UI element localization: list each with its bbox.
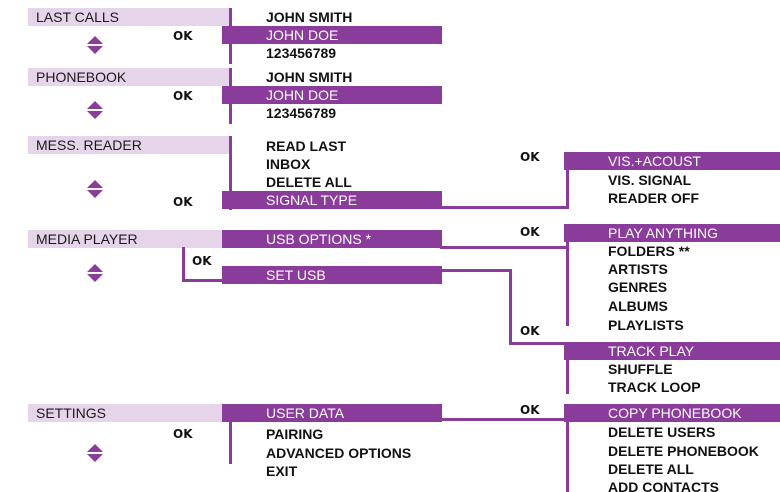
menu-item-track-play[interactable]: TRACK PLAY	[564, 342, 780, 360]
menu-item-john-smith[interactable]: JOHN SMITH	[266, 9, 353, 25]
menu-item-track-loop[interactable]: TRACK LOOP	[608, 379, 701, 395]
up-down-arrows-icon	[87, 101, 103, 121]
menu-item-number[interactable]: 123456789	[266, 45, 337, 61]
ok-label: OK	[520, 324, 540, 338]
connector-line	[509, 342, 569, 345]
section-phonebook[interactable]: PHONEBOOK	[28, 68, 232, 86]
menu-item-signal-type[interactable]: SIGNAL TYPE	[222, 191, 442, 209]
up-down-arrows-icon	[87, 444, 103, 464]
up-down-arrows-icon	[87, 36, 103, 56]
menu-item-john-doe[interactable]: JOHN DOE	[222, 86, 442, 104]
menu-item-add-contacts[interactable]: ADD CONTACTS	[608, 479, 719, 492]
menu-item-delete-phonebook[interactable]: DELETE PHONEBOOK	[608, 443, 759, 459]
ok-label: OK	[173, 427, 193, 441]
connector-line	[509, 269, 512, 345]
menu-item-delete-users[interactable]: DELETE USERS	[608, 424, 716, 440]
menu-item-set-usb[interactable]: SET USB	[222, 266, 442, 284]
menu-item-play-anything[interactable]: PLAY ANYTHING	[564, 224, 780, 242]
menu-item-read-last[interactable]: READ LAST	[266, 138, 347, 154]
menu-item-albums[interactable]: ALBUMS	[608, 298, 668, 314]
menu-item-folders[interactable]: FOLDERS **	[608, 243, 690, 259]
menu-item-advanced-options[interactable]: ADVANCED OPTIONS	[266, 445, 412, 461]
section-media-player[interactable]: MEDIA PLAYER	[28, 230, 232, 248]
menu-item-artists[interactable]: ARTISTS	[608, 261, 668, 277]
connector-line	[440, 269, 512, 272]
menu-item-playlists[interactable]: PLAYLISTS	[608, 317, 684, 333]
ok-label: OK	[520, 150, 540, 164]
menu-item-genres[interactable]: GENRES	[608, 279, 668, 295]
menu-item-copy-phonebook[interactable]: COPY PHONEBOOK	[564, 404, 780, 422]
connector-line	[182, 247, 185, 282]
ok-label: OK	[192, 254, 212, 268]
up-down-arrows-icon	[87, 180, 103, 200]
menu-item-vis-signal[interactable]: VIS. SIGNAL	[608, 172, 692, 188]
ok-label: OK	[520, 225, 540, 239]
menu-item-reader-off[interactable]: READER OFF	[608, 190, 699, 206]
ok-label: OK	[173, 29, 193, 43]
menu-item-john-smith[interactable]: JOHN SMITH	[266, 69, 353, 85]
section-settings[interactable]: SETTINGS	[28, 404, 232, 422]
menu-item-inbox[interactable]: INBOX	[266, 156, 311, 172]
connector-line	[440, 246, 568, 249]
menu-item-pairing[interactable]: PAIRING	[266, 426, 324, 442]
menu-item-exit[interactable]: EXIT	[266, 463, 298, 479]
menu-item-vis-acoust[interactable]: VIS.+ACOUST	[564, 152, 780, 170]
menu-item-number[interactable]: 123456789	[266, 105, 337, 121]
ok-label: OK	[520, 403, 540, 417]
ok-label: OK	[173, 89, 193, 103]
menu-item-delete-all[interactable]: DELETE ALL	[266, 174, 352, 190]
up-down-arrows-icon	[87, 264, 103, 284]
menu-item-shuffle[interactable]: SHUFFLE	[608, 361, 673, 377]
menu-item-user-data[interactable]: USER DATA	[222, 404, 442, 422]
menu-item-delete-all[interactable]: DELETE ALL	[608, 461, 694, 477]
menu-item-usb-options[interactable]: USB OPTIONS *	[222, 230, 442, 248]
ok-label: OK	[173, 195, 193, 209]
section-last-calls[interactable]: LAST CALLS	[28, 8, 232, 26]
connector-line	[440, 418, 568, 421]
connector-line	[440, 206, 568, 209]
menu-item-john-doe[interactable]: JOHN DOE	[222, 26, 442, 44]
section-mess-reader[interactable]: MESS. READER	[28, 136, 232, 154]
